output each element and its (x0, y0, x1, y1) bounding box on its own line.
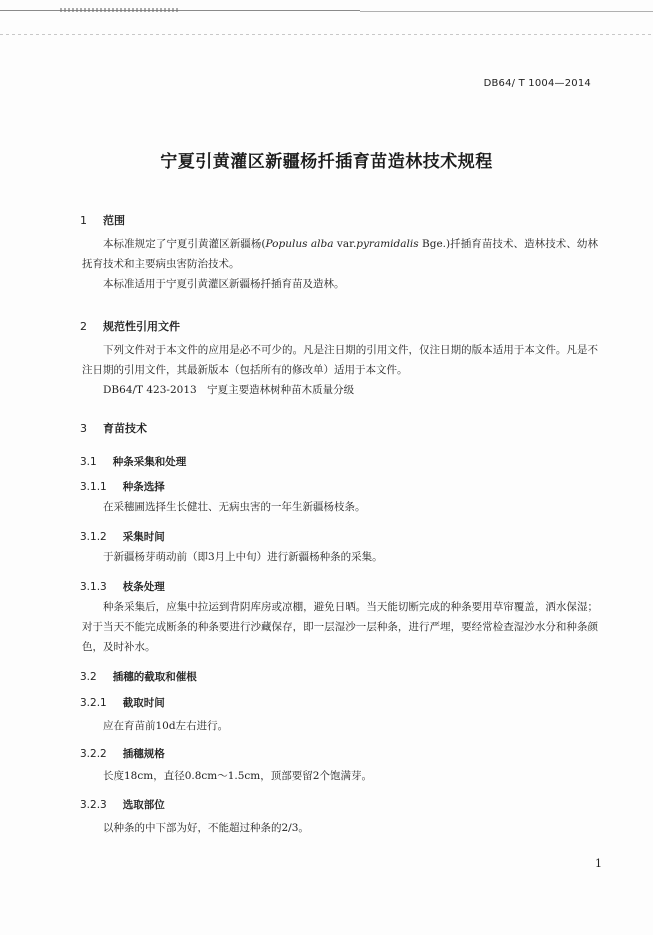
section-3-2-heading (80, 669, 197, 684)
reference-item: DB64/T 423-2013 宁夏主要造林树种苗木质量分级 (103, 384, 355, 396)
section-number: 3.2.3 (80, 799, 107, 811)
section-title: 规范性引用文件 (103, 320, 180, 333)
section-3-1-1-text: 在采穗圃选择生长健壮、无病虫害的一年生新疆杨枝条。 (103, 501, 366, 513)
scan-artifact-line (0, 34, 653, 35)
scan-artifact-top (0, 8, 653, 14)
latin-name: Populus alba (265, 238, 334, 250)
section-number: 3.1.1 (80, 481, 107, 493)
section-3-2-3-heading (80, 797, 165, 812)
section-number: 3.2 (80, 671, 97, 683)
section-3-1-3-heading (80, 579, 165, 594)
section-number: 3.1 (80, 456, 97, 468)
section-number: 1 (80, 214, 87, 227)
scope-paragraph-2: 本标准适用于宁夏引黄灌区新疆杨扦插育苗及造林。 (103, 278, 345, 290)
section-3-1-3-text: 种条采集后，应集中拉运到背阴库房或凉棚，避免日晒。当天能切断完成的种条要用草帘覆盖，洒水保湿；对于当天不能完成断条的种条要进行沙藏保存，即一层湿沙一层种条，进行严埋，要经常检查湿沙水分和种条颜色，及时补水。 (82, 601, 598, 653)
section-title: 种条采集和处理 (112, 456, 187, 468)
text-run: var. (333, 238, 357, 250)
standard-number: DB64/ T 1004—2014 (483, 78, 591, 89)
section-number: 3 (80, 422, 87, 435)
section-3-2-1-heading (80, 695, 165, 710)
section-number: 2 (80, 320, 87, 333)
section-3-1-heading (80, 454, 186, 469)
scope-paragraph-1 (82, 234, 598, 274)
section-3-1-2-heading (80, 529, 165, 544)
section-3-2-2-text: 长度18cm，直径0.8cm～1.5cm，顶部要留2个饱满芽。 (103, 770, 372, 782)
page-number: 1 (595, 857, 602, 870)
latin-name: pyramidalis (356, 238, 419, 250)
section-3-heading (80, 420, 147, 436)
section-number: 3.1.2 (80, 531, 107, 543)
section-title: 插穗规格 (122, 748, 165, 760)
section-number: 3.2.2 (80, 748, 107, 760)
section-title: 插穗的截取和催根 (112, 671, 197, 683)
text-run: Bge.)扦插育苗技术、造林技术、幼林抚育技术和主要病虫害防治技术。 (82, 238, 598, 270)
document-title: 宁夏引黄灌区新疆杨扦插育苗造林技术规程 (160, 152, 493, 172)
section-3-2-1-text: 应在育苗前10d左右进行。 (103, 720, 229, 732)
section-title: 采集时间 (122, 531, 165, 543)
section-title: 选取部位 (122, 799, 165, 811)
section-title: 枝条处理 (122, 581, 165, 593)
section-number: 3.2.1 (80, 697, 107, 709)
section-1-heading (80, 212, 125, 228)
text-run: 本标准规定了宁夏引黄灌区新疆杨( (103, 238, 266, 250)
section-3-2-3-text: 以种条的中下部为好，不能超过种条的2/3。 (103, 822, 309, 834)
section-number: 3.1.3 (80, 581, 107, 593)
section-title: 截取时间 (122, 697, 165, 709)
section-title: 种条选择 (122, 481, 165, 493)
section-3-1-1-heading (80, 479, 165, 494)
section-title: 范围 (103, 214, 125, 227)
section-2-heading (80, 318, 180, 334)
section-3-1-2-text: 于新疆杨芽萌动前（即3月上中旬）进行新疆杨种条的采集。 (103, 551, 383, 563)
section-3-2-2-heading (80, 746, 165, 761)
section-title: 育苗技术 (103, 422, 147, 435)
references-paragraph: 下列文件对于本文件的应用是必不可少的。凡是注日期的引用文件，仅注日期的版本适用于本文件。凡是不注日期的引用文件，其最新版本（包括所有的修改单）适用于本文件。 (82, 344, 598, 376)
